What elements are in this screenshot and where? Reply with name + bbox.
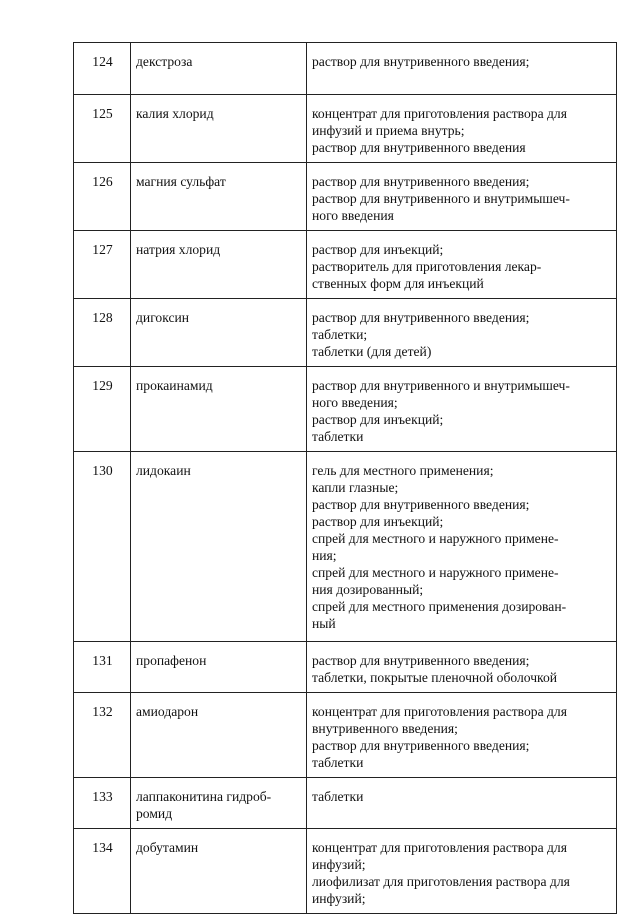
drug-name (131, 452, 307, 642)
dosage-form-line: гель для местного применения; (312, 463, 494, 478)
dosage-form-line: раствор для инъекций; (312, 412, 444, 427)
table-row (74, 642, 617, 693)
dosage-form-line: раствор для внутривенного введения; (312, 738, 530, 753)
dosage-form-line: раствор для инъекций; (312, 242, 444, 257)
dosage-form-line: таблетки, покрытые пленочной оболочкой (312, 670, 558, 685)
dosage-forms (307, 452, 617, 642)
dosage-form-line: капли глазные; (312, 480, 399, 495)
drug-name (131, 642, 307, 693)
table-row (74, 299, 617, 367)
dosage-forms (307, 367, 617, 452)
drug-name (131, 231, 307, 299)
drug-name (131, 367, 307, 452)
drug-name (131, 95, 307, 163)
table-body (74, 43, 617, 914)
drug-name-line: пропафенон (136, 653, 207, 668)
dosage-form-line: таблетки (312, 755, 364, 770)
table-row (74, 95, 617, 163)
drug-name (131, 43, 307, 95)
dosage-form-line: спрей для местного и наружного примене- (312, 531, 559, 546)
drug-name (131, 829, 307, 914)
drug-name (131, 693, 307, 778)
dosage-form-line: раствор для внутривенного введения; (312, 54, 530, 69)
dosage-forms (307, 95, 617, 163)
dosage-form-line: ственных форм для инъекций (312, 276, 484, 291)
dosage-form-line: концентрат для приготовления раствора для (312, 840, 567, 855)
dosage-form-line: спрей для местного применения дозирован- (312, 599, 567, 614)
drug-name-line: калия хлорид (136, 106, 214, 121)
dosage-form-line: раствор для внутривенного введения; (312, 653, 530, 668)
dosage-form-line: ный (312, 616, 336, 631)
row-number: 129 (74, 367, 131, 452)
drug-name-line: ромид (136, 806, 173, 821)
dosage-form-line: инфузий и приема внутрь; (312, 123, 465, 138)
dosage-forms (307, 829, 617, 914)
drug-name-line: натрия хлорид (136, 242, 221, 257)
dosage-form-line: концентрат для приготовления раствора для (312, 106, 567, 121)
table-row (74, 829, 617, 914)
drug-table (73, 42, 617, 914)
row-number: 124 (74, 43, 131, 95)
row-number: 132 (74, 693, 131, 778)
dosage-form-line: ного введения; (312, 395, 398, 410)
drug-name-line: магния сульфат (136, 174, 226, 189)
drug-name-line: прокаинамид (136, 378, 213, 393)
drug-name-line: амиодарон (136, 704, 199, 719)
table-row (74, 43, 617, 95)
drug-name-line: лаппаконитина гидроб- (136, 789, 272, 804)
table-row (74, 163, 617, 231)
row-number: 131 (74, 642, 131, 693)
dosage-form-line: раствор для внутривенного введения; (312, 310, 530, 325)
dosage-form-line: раствор для внутривенного введения (312, 140, 526, 155)
dosage-form-line: ния; (312, 548, 337, 563)
dosage-form-line: раствор для внутривенного введения; (312, 174, 530, 189)
dosage-forms (307, 43, 617, 95)
dosage-forms (307, 778, 617, 829)
table-row (74, 452, 617, 642)
row-number: 128 (74, 299, 131, 367)
dosage-form-line: ного введения (312, 208, 394, 223)
row-number: 133 (74, 778, 131, 829)
dosage-form-line: раствор для инъекций; (312, 514, 444, 529)
drug-name-line: декстроза (136, 54, 193, 69)
dosage-form-line: концентрат для приготовления раствора для (312, 704, 567, 719)
table-row (74, 231, 617, 299)
dosage-forms (307, 693, 617, 778)
dosage-form-line: таблетки (312, 429, 364, 444)
row-number: 125 (74, 95, 131, 163)
dosage-form-line: таблетки (312, 789, 364, 804)
row-number: 127 (74, 231, 131, 299)
dosage-form-line: инфузий; (312, 891, 366, 906)
drug-name-line: добутамин (136, 840, 199, 855)
dosage-forms (307, 642, 617, 693)
dosage-form-line: раствор для внутривенного и внутримышеч- (312, 191, 570, 206)
dosage-form-line: раствор для внутривенного и внутримышеч- (312, 378, 570, 393)
dosage-form-line: ния дозированный; (312, 582, 424, 597)
dosage-form-line: спрей для местного и наружного примене- (312, 565, 559, 580)
dosage-form-line: внутривенного введения; (312, 721, 458, 736)
dosage-forms (307, 163, 617, 231)
row-number: 134 (74, 829, 131, 914)
dosage-forms (307, 299, 617, 367)
drug-name (131, 163, 307, 231)
dosage-form-line: инфузий; (312, 857, 366, 872)
drug-name-line: лидокаин (136, 463, 191, 478)
dosage-form-line: растворитель для приготовления лекар- (312, 259, 542, 274)
drug-name-line: дигоксин (136, 310, 190, 325)
table-row (74, 778, 617, 829)
row-number: 126 (74, 163, 131, 231)
dosage-form-line: таблетки; (312, 327, 368, 342)
table-row (74, 367, 617, 452)
dosage-forms (307, 231, 617, 299)
drug-name (131, 299, 307, 367)
table-row (74, 693, 617, 778)
dosage-form-line: лиофилизат для приготовления раствора для (312, 874, 570, 889)
dosage-form-line: таблетки (для детей) (312, 344, 432, 359)
drug-name (131, 778, 307, 829)
dosage-form-line: раствор для внутривенного введения; (312, 497, 530, 512)
row-number: 130 (74, 452, 131, 642)
